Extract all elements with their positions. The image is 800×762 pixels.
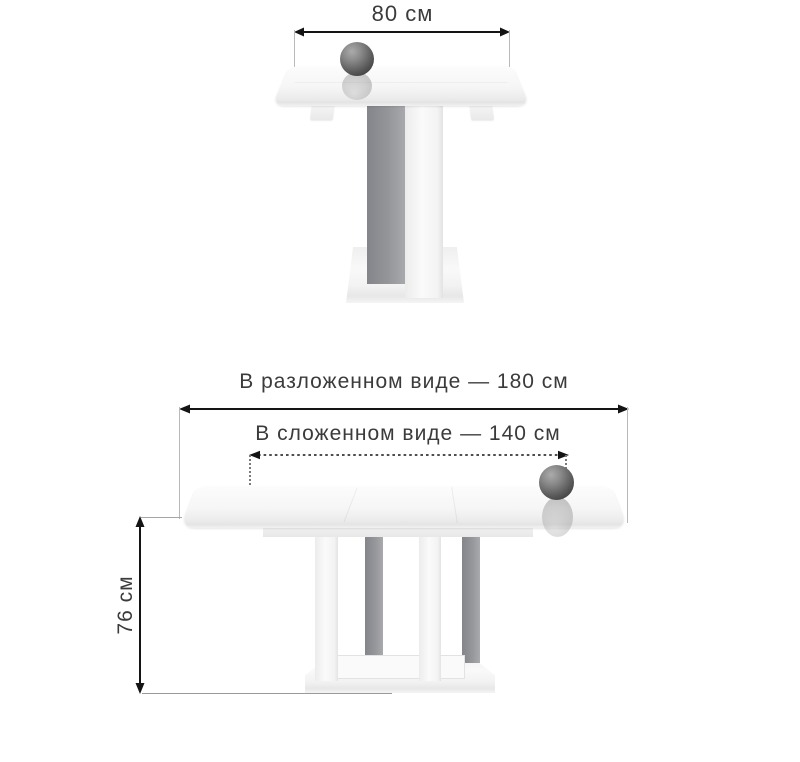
side-view-column-gray-right — [462, 535, 480, 663]
top-width-arrow — [294, 26, 510, 38]
side-view-column-white-right — [419, 531, 441, 681]
folded-width-label: В сложенном виде — 140 см — [255, 422, 561, 445]
top-width-guide-left — [294, 30, 295, 70]
side-view-column-white-left — [315, 531, 338, 681]
top-width-guide-right — [509, 30, 510, 67]
decor-sphere-bottom — [539, 465, 574, 500]
extended-width-arrow — [179, 403, 629, 415]
decor-sphere-reflection-top — [342, 72, 372, 100]
end-view-tabletop-seam — [294, 82, 507, 83]
top-width-label: 80 см — [371, 1, 434, 26]
end-view-column-white — [405, 101, 443, 298]
folded-width-arrow — [249, 449, 569, 461]
side-view-column-gray-left — [365, 535, 383, 663]
side-view-frame-rail — [317, 655, 465, 679]
extended-width-label: В разложенном виде — 180 см — [239, 370, 569, 393]
floor-line — [142, 693, 392, 694]
height-label: 76 см — [114, 575, 137, 635]
folded-width-guide-left — [249, 455, 251, 485]
decor-sphere-top — [340, 42, 374, 76]
decor-sphere-reflection-bottom — [542, 497, 573, 537]
height-guide-top — [141, 517, 182, 518]
end-view-column-gray — [367, 101, 406, 284]
end-view-tabletop — [272, 66, 530, 106]
